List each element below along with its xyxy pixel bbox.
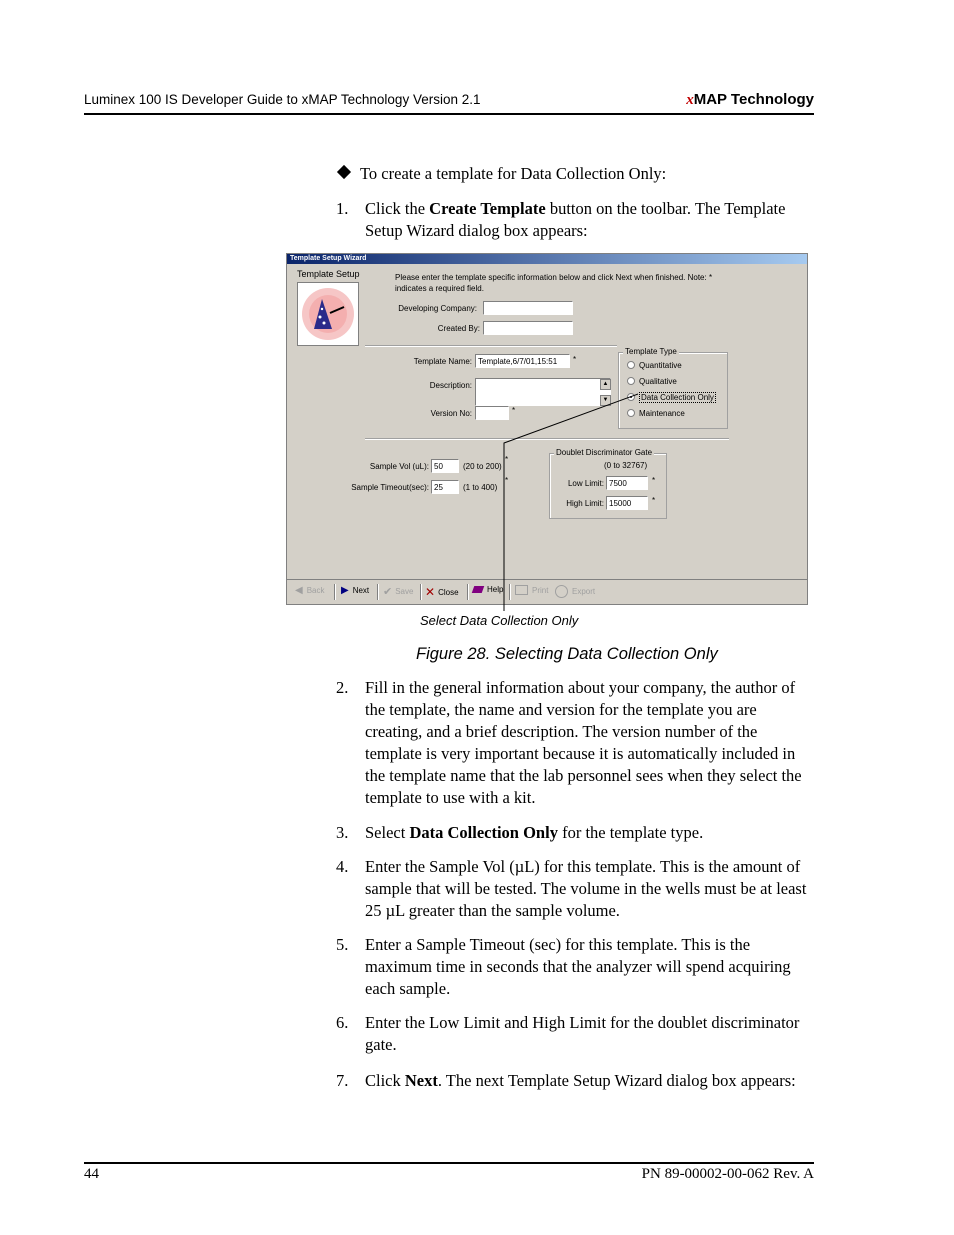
template-name-field[interactable]: Template,6/7/01,15:51: [475, 354, 570, 368]
back-arrow-icon: ◀: [295, 585, 303, 596]
footer-rule: [84, 1162, 814, 1164]
high-limit-label: High Limit:: [566, 499, 604, 508]
sample-timeout-range: (1 to 400): [463, 483, 498, 492]
dialog-side-heading: Template Setup: [297, 269, 360, 279]
part-number: PN 89-00002-00-062 Rev. A: [641, 1166, 814, 1182]
template-type-title: Template Type: [625, 347, 677, 356]
step-number: 6.: [336, 1013, 349, 1032]
required-mark: *: [505, 455, 509, 464]
help-label: Help: [487, 585, 504, 594]
step-text: [365, 822, 816, 844]
callout-leader-line: [286, 253, 806, 623]
required-mark: *: [512, 406, 516, 415]
step-text-post: for the template type.: [557, 823, 704, 842]
sample-timeout-field[interactable]: 25: [431, 480, 459, 494]
step-text-post: button on the toolbar. The Template Setup Wizard dialog box appears:: [365, 199, 786, 240]
required-mark: *: [573, 355, 577, 364]
next-arrow-icon: ▶: [341, 585, 349, 596]
callout-label: Select Data Collection Only: [420, 613, 579, 628]
dialog-instructions: Please enter the template specific information below and click Next when finished. Note: * indicates a required field.: [395, 273, 713, 293]
low-limit-label: Low Limit:: [567, 479, 604, 488]
checkmark-icon: ✔: [383, 586, 393, 598]
step-text: [365, 198, 816, 242]
export-label: Export: [572, 587, 596, 596]
step-text: Enter the Low Limit and High Limit for the doublet discriminator gate.: [365, 1013, 800, 1054]
sample-vol-label: Sample Vol (uL):: [369, 462, 429, 471]
page-number: 44: [84, 1166, 99, 1182]
figure-caption: Figure 28. Selecting Data Collection Only: [416, 645, 718, 663]
back-label: Back: [306, 586, 325, 595]
step-text: Enter a Sample Timeout (sec) for this template. This is the maximum time in seconds that the analyzer will spend acquiring each sample.: [365, 935, 791, 998]
step-text-pre: Click: [365, 1071, 405, 1090]
scroll-down-icon[interactable]: ▼: [600, 395, 611, 406]
save-label: Save: [395, 587, 414, 596]
print-label: Print: [532, 585, 549, 595]
close-label: Close: [438, 587, 459, 597]
radio-label: Quantitative: [639, 361, 682, 370]
step-number: 4.: [336, 857, 349, 876]
required-mark: *: [652, 496, 656, 505]
step-text: Enter the Sample Vol (µL) for this template. This is the amount of sample that will be tested. The volume in the wells must be at least 25 µL greater than the sample volume.: [365, 857, 807, 920]
template-name-label: Template Name:: [413, 357, 472, 366]
next-label: Next: [352, 586, 370, 595]
step-text-pre: Click the: [365, 199, 430, 218]
intro-bullet: [336, 163, 814, 185]
step-number: 5.: [336, 935, 349, 954]
step-text: Fill in the general information about your company, the author of the template, the name and version for the template you are creating, and a brief description. The version number of the template is very important because it is automatically included in the template name that the lab personnel sees when they select the template to use with a kit.: [365, 678, 802, 807]
step-number: 7.: [336, 1071, 349, 1090]
header-rule: [84, 113, 814, 115]
scroll-up-icon[interactable]: ▲: [600, 379, 611, 390]
intro-text: To create a template for Data Collection Only:: [360, 164, 667, 183]
developing-company-label: Developing Company:: [398, 304, 477, 313]
step-text-post: . The next Template Setup Wizard dialog box appears:: [437, 1071, 796, 1090]
doublet-gate-title: Doublet Discriminator Gate: [556, 448, 653, 457]
step-number: 2.: [336, 678, 349, 697]
radio-label: Maintenance: [639, 409, 685, 418]
brand-rest: MAP Technology: [693, 91, 814, 108]
step-text-bold: Data Collection Only: [409, 823, 558, 842]
running-header-brand: [686, 91, 814, 109]
dialog-title-bar: Template Setup Wizard: [287, 254, 807, 264]
sample-timeout-label: Sample Timeout(sec):: [351, 483, 429, 492]
description-label: Description:: [429, 381, 472, 390]
low-limit-field[interactable]: 7500: [606, 476, 648, 490]
version-label: Version No:: [430, 409, 472, 418]
required-mark: *: [505, 476, 509, 485]
created-by-label: Created By:: [437, 324, 480, 333]
radio-label: Qualitative: [639, 377, 677, 386]
step-text: [365, 1070, 816, 1092]
step-text-bold: Next: [404, 1071, 438, 1090]
required-mark: *: [652, 476, 656, 485]
brand-x: x: [686, 92, 694, 108]
doublet-range: (0 to 32767): [604, 461, 648, 470]
diamond-bullet-icon: [337, 165, 351, 179]
sample-vol-field[interactable]: 50: [431, 459, 459, 473]
step-text-bold: Create Template: [429, 199, 546, 218]
step-number: 3.: [336, 823, 349, 842]
close-x-icon: ✕: [425, 585, 436, 599]
step-number: 1.: [336, 199, 349, 218]
running-header-title: Luminex 100 IS Developer Guide to xMAP Technology Version 2.1: [84, 92, 481, 107]
step-text-pre: Select: [365, 823, 410, 842]
sample-vol-range: (20 to 200): [463, 462, 502, 471]
high-limit-field[interactable]: 15000: [606, 496, 648, 510]
radio-label: Data Collection Only: [641, 393, 714, 402]
